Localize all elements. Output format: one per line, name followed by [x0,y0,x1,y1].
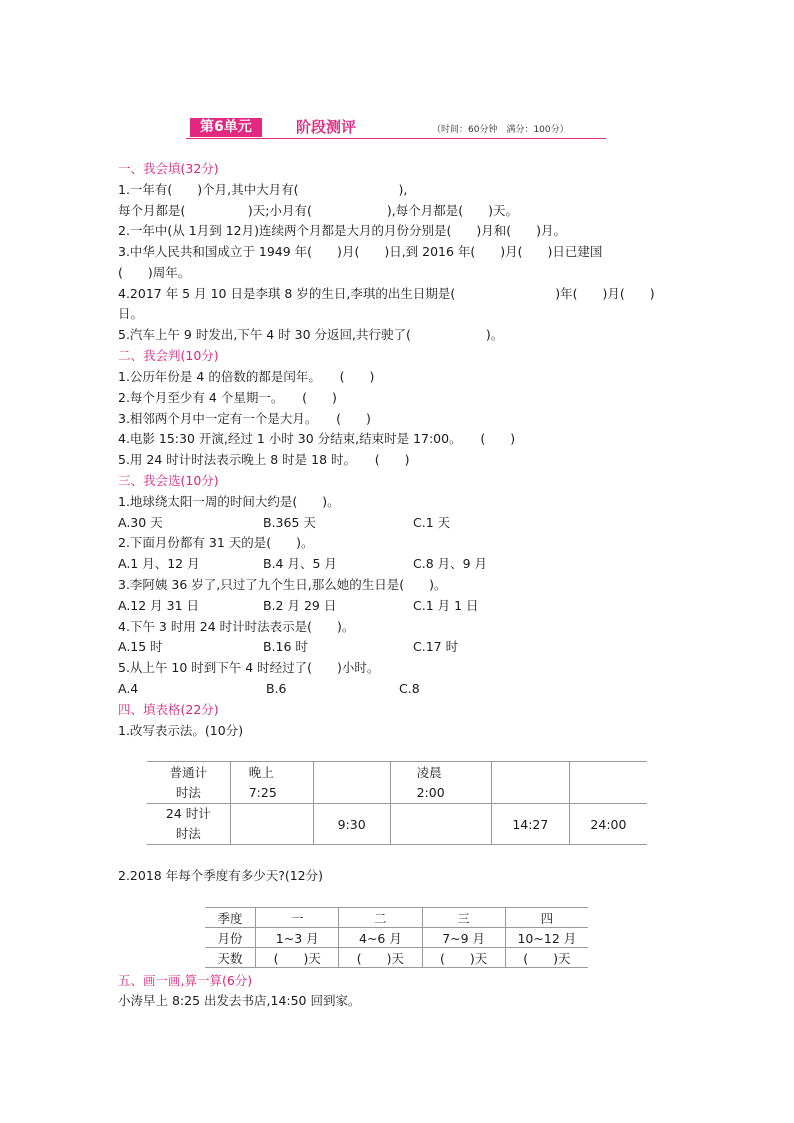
header-rule [186,138,606,139]
choose-q5: 5.从上午 10 时到下午 4 时经过了( )小时。 [118,660,380,675]
choose-q1: 1.地球绕太阳一周的时间大约是( )。 [118,494,340,509]
cell: ( )天 [422,948,505,968]
fill-q1: 1.一年有( )个月,其中大月有( ), [118,182,408,197]
draw-question: 小涛早上 8:25 出发去书店,14:50 回到家。 [118,993,361,1008]
cell: 24:00 [569,804,647,845]
choose-q3-c: C.1 月 1 日 [413,598,479,613]
choose-q4-c: C.17 时 [413,639,459,654]
choose-q4-b: B.16 时 [263,639,308,654]
row-head-24h: 24 时计 时法 [147,804,230,845]
section-choose: 三、我会选(10分) [118,473,219,488]
choose-q2: 2.下面月份都有 31 天的是( )。 [118,535,314,550]
fill-q3-cont: ( )周年。 [118,265,191,280]
table1-title: 1.改写表示法。(10分) [118,723,244,738]
cell: 晚上 7:25 [230,762,313,804]
time-notation-table [147,761,647,845]
fill-q4-cont: 日。 [118,306,144,321]
choose-q1-a: A.30 天 [118,515,163,530]
head-days: 天数 [205,948,256,968]
judge-q5: 5.用 24 时计时法表示晚上 8 时是 18 时。 ( ) [118,452,410,467]
cell: 凌晨 2:00 [390,762,491,804]
cell: 14:27 [491,804,569,845]
unit-title: 阶段测评 [296,118,357,136]
cell: 7~9 月 [422,928,505,948]
choose-q2-b: B.4 月、5 月 [263,556,337,571]
table2-title: 2.2018 年每个季度有多少天?(12分) [118,868,324,883]
cell: 三 [422,908,505,928]
choose-q3-a: A.12 月 31 日 [118,598,200,613]
judge-q4: 4.电影 15:30 开演,经过 1 小时 30 分结束,结束时是 17:00。 ( ) [118,431,516,446]
cell: 四 [505,908,588,928]
choose-q5-c: C.8 [399,681,420,696]
row-head-12h: 普通计 时法 [147,762,230,804]
section-fill: 一、我会填(32分) [118,161,219,176]
choose-q5-a: A.4 [118,681,139,696]
cell: ( )天 [339,948,422,968]
choose-q3: 3.李阿姨 36 岁了,只过了九个生日,那么她的生日是( )。 [118,577,447,592]
section-draw: 五、画一画,算一算(6分) [118,973,253,988]
fill-q2: 2.一年中(从 1月到 12月)连续两个月都是大月的月份分别是( )月和( )月。 [118,223,566,238]
judge-q2: 2.每个月至少有 4 个星期一。 ( ) [118,390,337,405]
choose-q1-c: C.1 天 [413,515,451,530]
cell [390,804,491,845]
cell [491,762,569,804]
choose-q3-b: B.2 月 29 日 [263,598,337,613]
head-month: 月份 [205,928,256,948]
fill-q3: 3.中华人民共和国成立于 1949 年( )月( )日,到 2016 年( )月( )日已建国 [118,244,603,259]
head-quarter: 季度 [205,908,256,928]
exam-meta: （时间：60分钟 满分：100分） [432,125,569,135]
fill-q4: 4.2017 年 5 月 10 日是李琪 8 岁的生日,李琪的出生日期是( )年( )月( ) [118,286,655,301]
section-table: 四、填表格(22分) [118,702,219,717]
fill-q1-cont: 每个月都是( )天;小月有( ),每个月都是( )天。 [118,203,518,218]
cell [230,804,313,845]
cell [569,762,647,804]
cell: ( )天 [256,948,339,968]
choose-q1-b: B.365 天 [263,515,316,530]
cell: 一 [256,908,339,928]
choose-q4-a: A.15 时 [118,639,163,654]
choose-q5-b: B.6 [266,681,287,696]
judge-q1: 1.公历年份是 4 的倍数的都是闰年。 ( ) [118,369,375,384]
fill-q5: 5.汽车上午 9 时发出,下午 4 时 30 分返回,共行驶了( )。 [118,327,504,342]
choose-q2-a: A.1 月、12 月 [118,556,200,571]
choose-q4: 4.下午 3 时用 24 时计时法表示是( )。 [118,619,355,634]
cell: 4~6 月 [339,928,422,948]
cell: 10~12 月 [505,928,588,948]
quarter-days-table [205,907,588,968]
unit-header [186,118,606,140]
cell: 9:30 [313,804,390,845]
section-judge: 二、我会判(10分) [118,348,219,363]
choose-q2-c: C.8 月、9 月 [413,556,488,571]
cell: 二 [339,908,422,928]
unit-badge: 第6单元 [190,118,262,137]
judge-q3: 3.相邻两个月中一定有一个是大月。 ( ) [118,411,371,426]
cell [313,762,390,804]
cell: ( )天 [505,948,588,968]
cell: 1~3 月 [256,928,339,948]
